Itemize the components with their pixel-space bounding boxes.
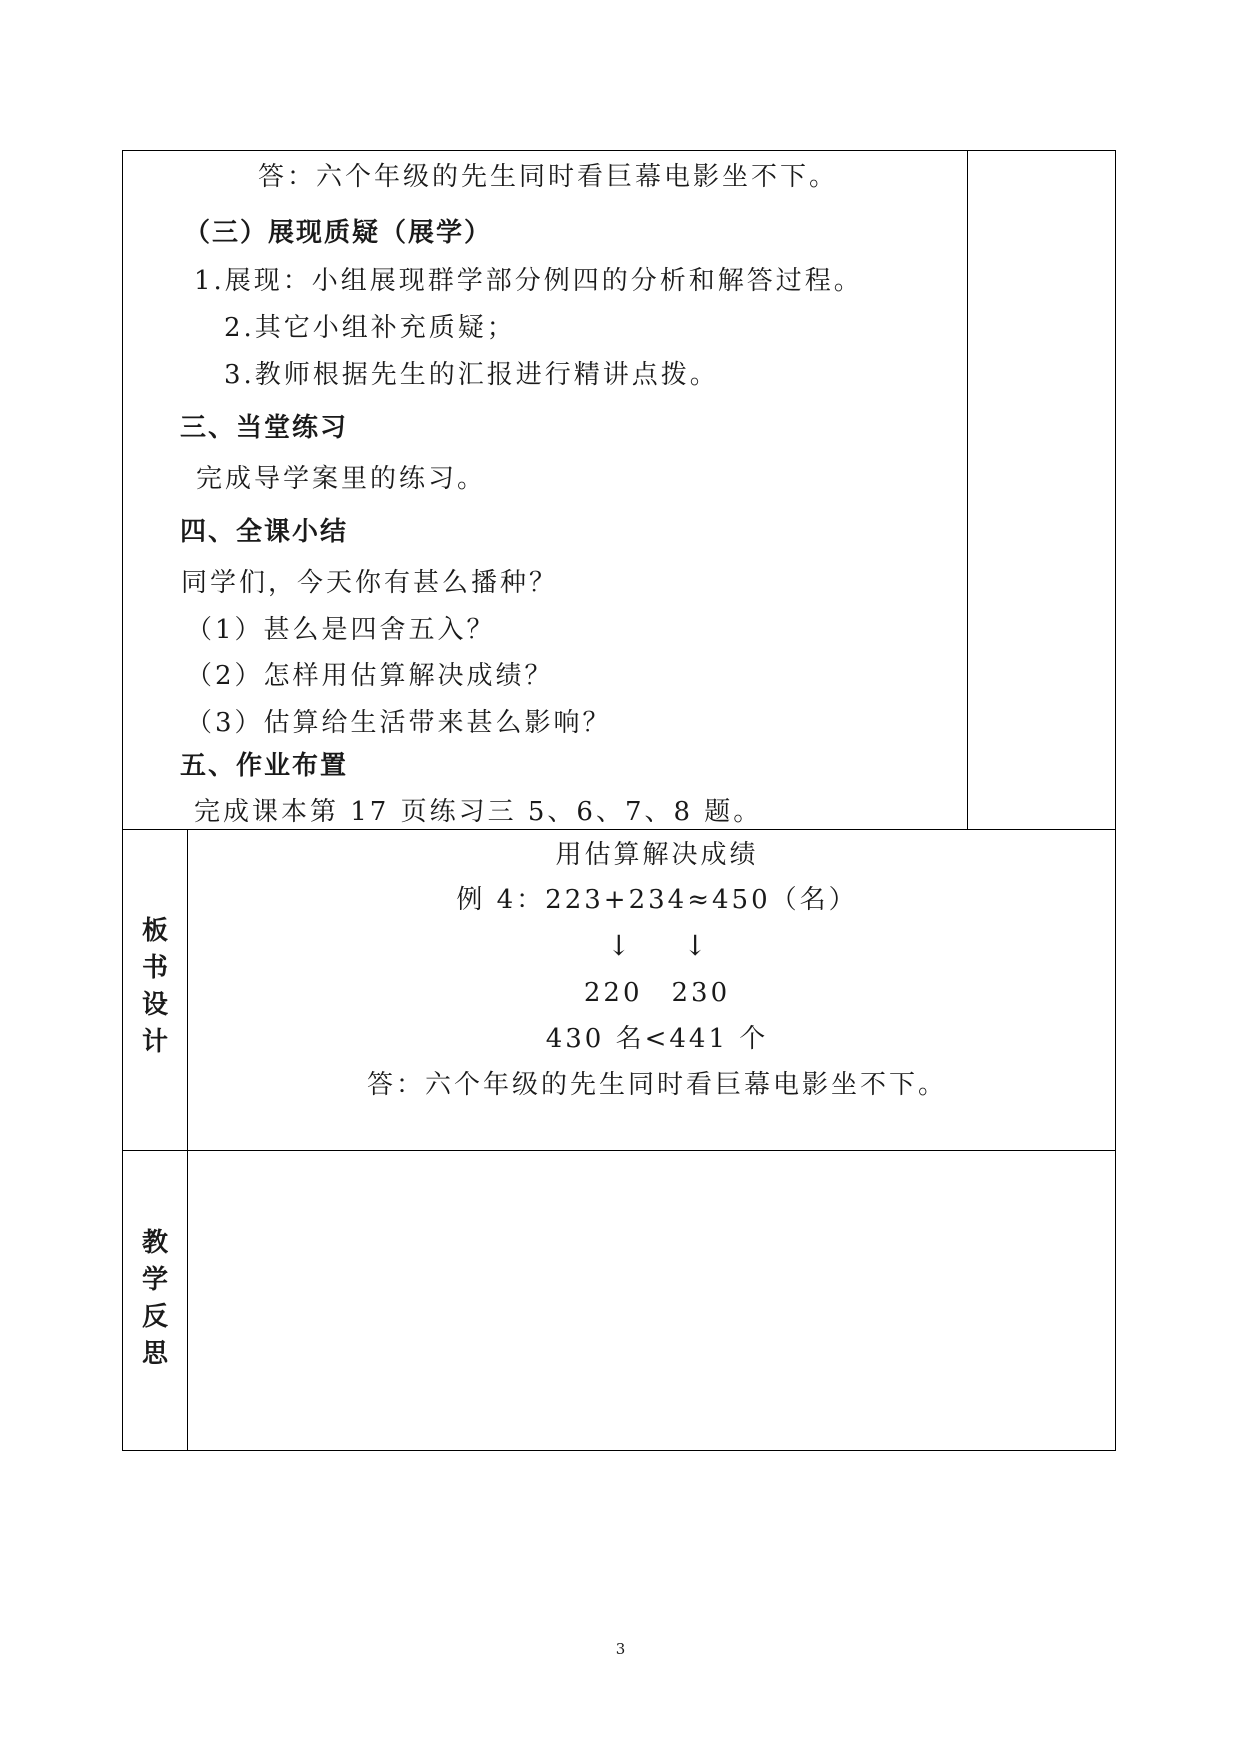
- board-design-label: [124, 913, 186, 1061]
- board-example: 例 4：223+234≈450（名）: [456, 885, 858, 915]
- summary-question-2: （2）怎样用估算解决成绩？: [186, 661, 554, 691]
- table-left-border: [122, 150, 123, 1451]
- board-title: 用估算解决成绩: [555, 840, 759, 870]
- answer-line: 答：六个年级的先生同时看巨幕电影坐不下。: [258, 162, 839, 192]
- summary-intro: 同学们，今天你有甚么播种？: [181, 568, 559, 598]
- reflection-label-char: 思: [141, 1339, 168, 1369]
- reflection-label-char: 学: [141, 1265, 168, 1295]
- board-answer: 答：六个年级的先生同时看巨幕电影坐不下。: [366, 1070, 947, 1100]
- summary-question-1: （1）甚么是四舍五入？: [186, 615, 496, 645]
- display-item-1: 1.展现：小组展现群学部分例四的分析和解答过程。: [194, 266, 863, 296]
- board-label-char: 计: [141, 1027, 168, 1057]
- board-label-char: 板: [141, 916, 168, 946]
- summary-question-3: （3）估算给生活带来甚么影响？: [186, 708, 612, 738]
- page-number: 3: [615, 1640, 626, 1658]
- table-bottom-border: [122, 1450, 1116, 1451]
- teaching-reflection-label: [124, 1225, 186, 1373]
- section-heading-practice: 三、当堂练习: [180, 413, 349, 443]
- display-item-3: 3.教师根据先生的汇报进行精讲点拨。: [224, 360, 719, 390]
- board-comparison: 430 名<441 个: [545, 1024, 769, 1054]
- row-divider-reflection: [122, 1150, 1116, 1151]
- down-arrow-icon: ↓: [607, 929, 631, 962]
- practice-text: 完成导学案里的练习。: [196, 464, 487, 494]
- section-heading-summary: 四、全课小结: [180, 517, 349, 547]
- board-label-char: 设: [141, 990, 168, 1020]
- section-heading-homework: 五、作业布置: [180, 751, 349, 781]
- notes-column-divider: [967, 150, 968, 830]
- reflection-label-char: 反: [141, 1302, 168, 1332]
- board-label-char: 书: [141, 953, 168, 983]
- reflection-label-char: 教: [141, 1228, 168, 1258]
- board-arrows: [188, 929, 1126, 963]
- display-item-2: 2.其它小组补充质疑；: [224, 313, 516, 343]
- homework-text: 完成课本第 17 页练习三 5、6、7、8 题。: [194, 797, 763, 827]
- section-heading-display-question: （三）展现质疑（展学）: [184, 218, 493, 248]
- down-arrow-icon: ↓: [683, 929, 707, 962]
- board-rounded-values: 220 230: [583, 978, 731, 1008]
- label-column-divider: [187, 829, 188, 1451]
- table-right-border: [1115, 150, 1116, 1451]
